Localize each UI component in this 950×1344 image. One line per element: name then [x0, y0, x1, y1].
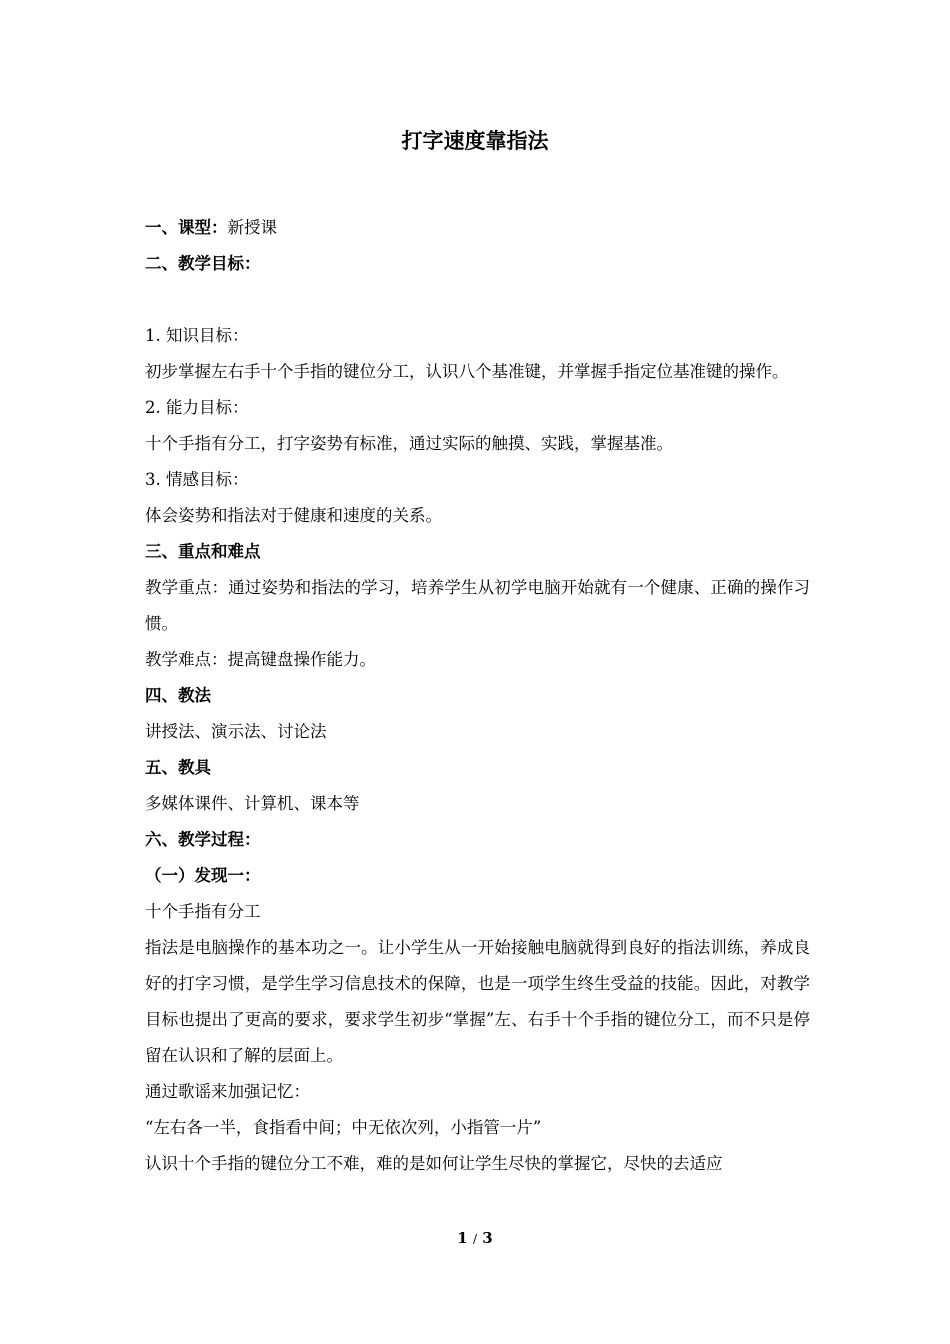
emotion-goal-text: 体会姿势和指法对于健康和速度的关系。 — [145, 506, 442, 525]
ability-goal-label: 2. 能力目标： — [145, 398, 249, 417]
tools-text: 多媒体课件、计算机、课本等 — [145, 794, 360, 813]
rhyme-text: “左右各一半，食指看中间；中无依次列，小指管一片” — [145, 1118, 542, 1137]
objectives-heading: 二、教学目标： — [145, 254, 261, 273]
blank-spacer — [145, 282, 810, 318]
lesson-type-label: 一、课型： — [145, 218, 228, 237]
ability-goal-text: 十个手指有分工，打字姿势有标准，通过实际的触摸、实践，掌握基准。 — [145, 434, 673, 453]
key-point-text: 教学重点：通过姿势和指法的学习，培养学生从初学电脑开始就有一个健康、正确的操作习惯。 — [145, 578, 810, 633]
current-page: 1 — [457, 1229, 468, 1247]
methods-heading: 四、教法 — [145, 686, 211, 705]
rhyme-intro: 通过歌谣来加强记忆： — [145, 1082, 310, 1101]
document-title: 打字速度靠指法 — [401, 128, 549, 153]
knowledge-goal-label: 1. 知识目标： — [145, 326, 249, 345]
page-number — [0, 1227, 950, 1250]
discovery-heading: （一）发现一： — [145, 866, 261, 885]
knowledge-goal-text: 初步掌握左右手十个手指的键位分工，认识八个基准键，并掌握手指定位基准键的操作。 — [145, 362, 789, 381]
process-heading: 六、教学过程： — [145, 830, 261, 849]
discovery-subtitle: 十个手指有分工 — [145, 902, 261, 921]
methods-text: 讲授法、演示法、讨论法 — [145, 722, 327, 741]
emotion-goal-label: 3. 情感目标： — [145, 470, 249, 489]
key-points-heading: 三、重点和难点 — [145, 542, 261, 561]
tools-heading: 五、教具 — [145, 758, 211, 777]
difficult-point-text: 教学难点：提高键盘操作能力。 — [145, 650, 376, 669]
lesson-type-line — [145, 210, 810, 246]
lesson-type-value: 新授课 — [227, 218, 277, 237]
document-body — [145, 210, 810, 1182]
discovery-paragraph: 指法是电脑操作的基本功之一。让小学生从一开始接触电脑就得到良好的指法训练，养成良好的打字习惯，是学生学习信息技术的保障，也是一项学生终生受益的技能。因此，对教学目标也提出了更高的要求，要求学生初步“掌握”左、右手十个手指的键位分工，而不只是停留在认识和了解的层面上。 — [145, 938, 810, 1065]
total-pages: 3 — [482, 1229, 493, 1247]
page-separator: / — [472, 1232, 478, 1246]
closing-text: 认识十个手指的键位分工不难，难的是如何让学生尽快的掌握它，尽快的去适应 — [145, 1154, 723, 1173]
